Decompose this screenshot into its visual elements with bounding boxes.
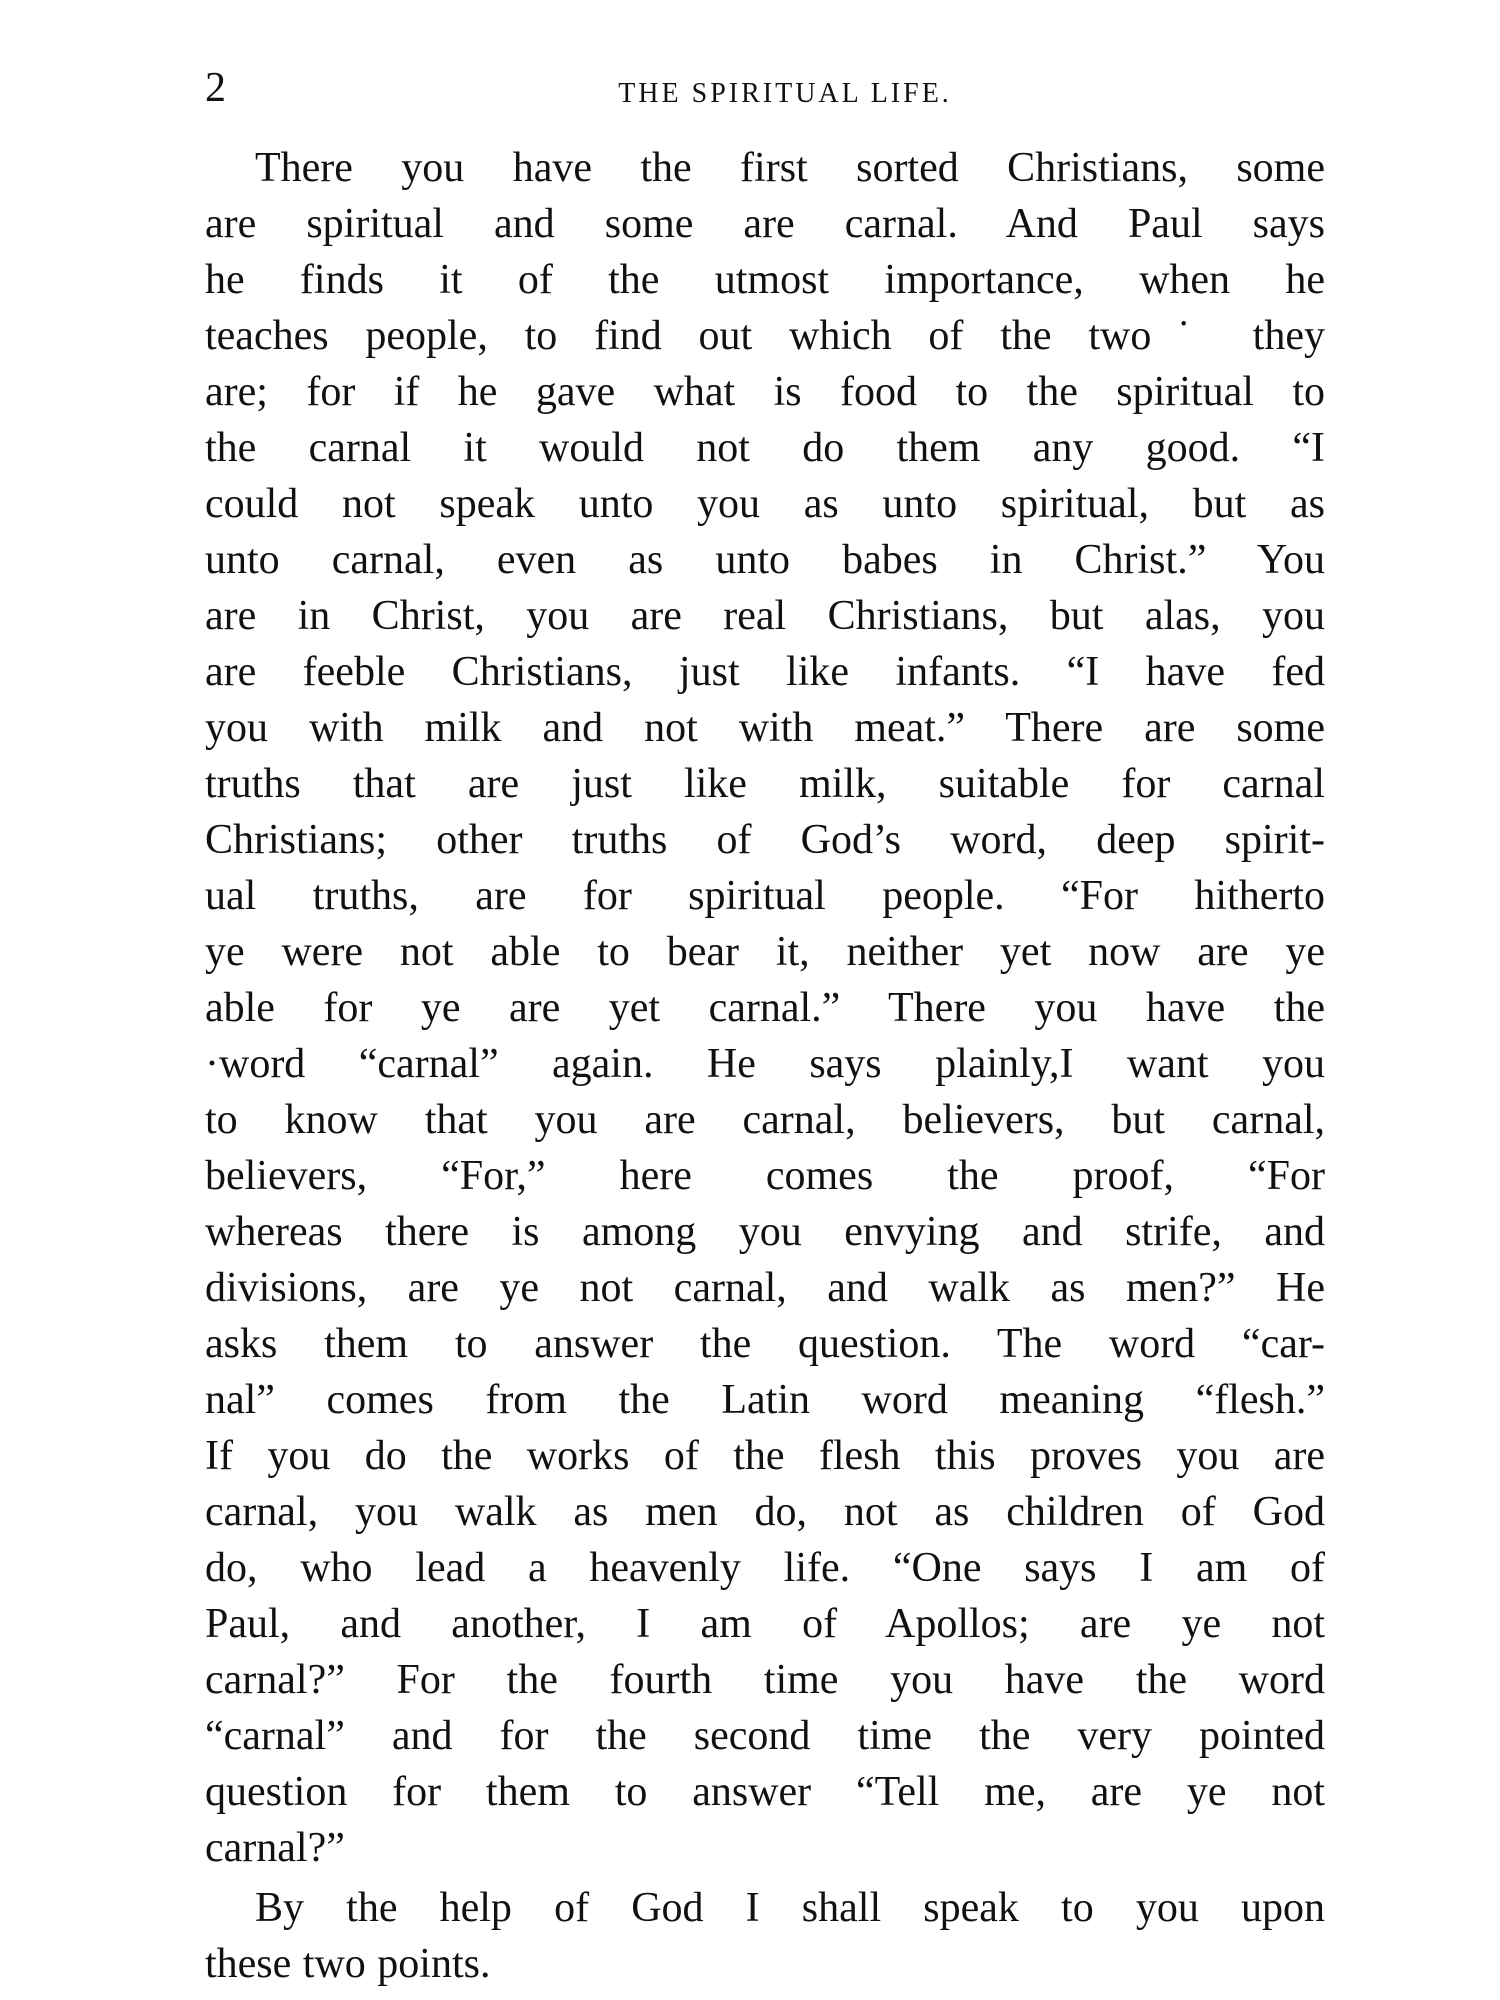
text-line: ye were not able to bear it, neither yet now are ye <box>205 929 1325 975</box>
text-line: question for them to answer “Tell me, are ye not <box>205 1769 1325 1815</box>
text-line: unto carnal, even as unto babes in Christ.” You <box>205 537 1325 583</box>
text-line: There you have the first sorted Christians, some <box>255 145 1325 191</box>
text-line: are spiritual and some are carnal. And Paul says <box>205 201 1325 247</box>
text-line: able for ye are yet carnal.” There you have the <box>205 985 1325 1031</box>
text-line: to know that you are carnal, believers, but carnal, <box>205 1097 1325 1143</box>
running-head <box>205 58 1325 118</box>
running-title: THE SPIRITUAL LIFE. <box>618 78 952 109</box>
text-line: he finds it of the utmost importance, when he <box>205 257 1325 303</box>
text-line: “carnal” and for the second time the very pointed <box>205 1713 1325 1759</box>
text-line: do, who lead a heavenly life. “One says I am of <box>205 1545 1325 1591</box>
text-line: are feeble Christians, just like infants. “I have fed <box>205 649 1325 695</box>
text-line: these two points. <box>205 1941 491 1987</box>
text-line: carnal, you walk as men do, not as children of God <box>205 1489 1325 1535</box>
text-line: divisions, are ye not carnal, and walk as men?” He <box>205 1265 1325 1311</box>
text-line: could not speak unto you as unto spiritual, but as <box>205 481 1325 527</box>
text-line: the carnal it would not do them any good. “I <box>205 425 1325 471</box>
text-line: ual truths, are for spiritual people. “For hitherto <box>205 873 1325 919</box>
text-line: teaches people, to find out which of the two˙ they <box>205 313 1325 359</box>
text-line: truths that are just like milk, suitable for carnal <box>205 761 1325 807</box>
text-line: By the help of God I shall speak to you upon <box>255 1885 1325 1931</box>
text-line: you with milk and not with meat.” There are some <box>205 705 1325 751</box>
paragraph-1 <box>205 140 1325 1876</box>
text-line: believers, “For,” here comes the proof, “For <box>205 1153 1325 1199</box>
text-line: Christians; other truths of God’s word, deep spirit- <box>205 817 1325 863</box>
body-text <box>205 140 1325 1992</box>
text-line: If you do the works of the flesh this proves you are <box>205 1433 1325 1479</box>
text-line: whereas there is among you envying and strife, and <box>205 1209 1325 1255</box>
text-line: are; for if he gave what is food to the spiritual to <box>205 369 1325 415</box>
text-line: Paul, and another, I am of Apollos; are ye not <box>205 1601 1325 1647</box>
paragraph-2 <box>205 1880 1325 1992</box>
text-line: asks them to answer the question. The word “car- <box>205 1321 1325 1367</box>
page-number: 2 <box>205 65 226 111</box>
text-line: ·word “carnal” again. He says plainly,I want you <box>205 1041 1325 1087</box>
text-line: are in Christ, you are real Christians, but alas, you <box>205 593 1325 639</box>
text-line: nal” comes from the Latin word meaning “flesh.” <box>205 1377 1325 1423</box>
text-line: carnal?” For the fourth time you have the word <box>205 1657 1325 1703</box>
text-line: carnal?” <box>205 1825 345 1871</box>
